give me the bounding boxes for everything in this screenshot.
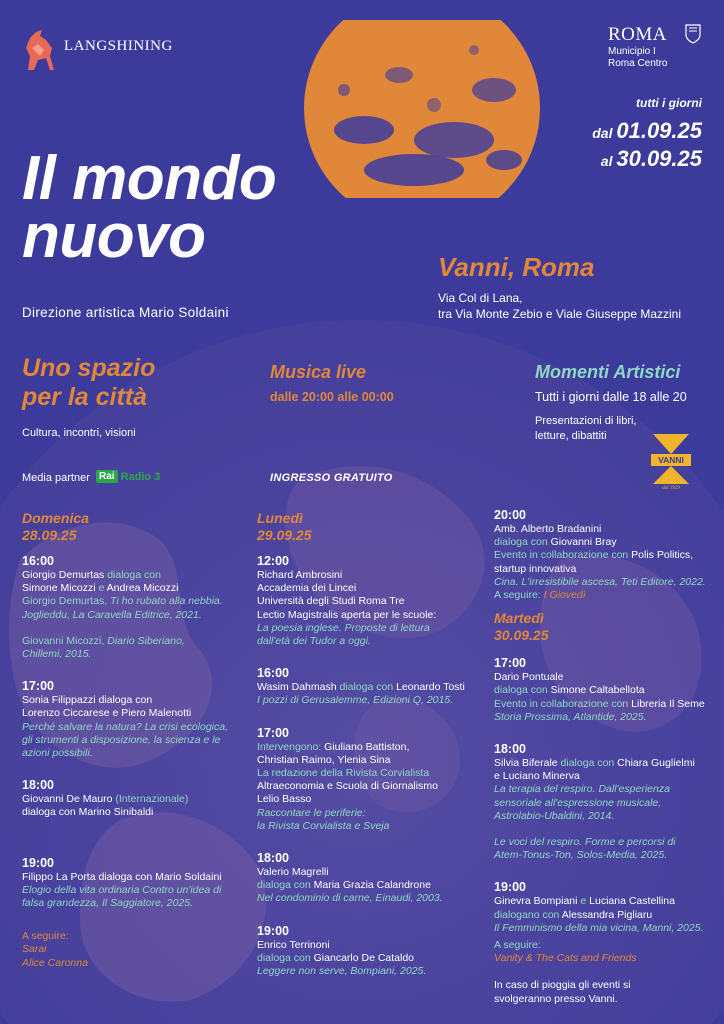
roma-sub-line: Municipio I (608, 46, 656, 57)
page-title (22, 144, 422, 271)
day-name: Martedì (494, 610, 544, 627)
event-text: Giovanni Micozzi, (22, 634, 108, 647)
book-title: la Rivista Corvialista e Sveja (257, 819, 390, 832)
book-title: Joglieddu, La Caravella Editrice, 2021. (22, 608, 202, 621)
event-time: 17:00 (22, 679, 54, 694)
book-title: Storia Prossima, Atlantide, 2025. (494, 710, 647, 723)
momenti-desc-line: letture, dibattiti (535, 430, 607, 442)
book-title: dall'età dei Tudor a oggi. (257, 635, 371, 648)
horse-logo-icon (22, 26, 58, 74)
speaker: Filippo La Porta (22, 870, 96, 883)
speaker: Simone Caltabellota (550, 684, 645, 697)
speaker: Andrea Micozzi (106, 582, 179, 595)
book-title: Il Femminismo della mia vicina, Manni, 2025. (494, 921, 704, 934)
title-line: nuovo (22, 202, 206, 271)
speaker: Leonardo Tosti (396, 681, 465, 694)
event-text: dialoga con (257, 879, 314, 892)
performer: I Giovedì (543, 589, 586, 602)
speaker: Wasim Dahmash (257, 681, 337, 694)
event-time: 20:00 (494, 508, 526, 522)
event-text: Evento in collaborazione con (494, 697, 632, 710)
day-name: Domenica (22, 510, 89, 526)
speaker: Christian Raimo, Ylenia Sina (257, 753, 391, 766)
speaker: Giuliano Battiston, (324, 740, 410, 753)
book-title: Leggere non serve, Bompiani, 2025. (257, 965, 427, 978)
roma-crest-icon (685, 24, 701, 44)
book-title: Ti ho rubato alla nebbia. (110, 595, 223, 608)
date-range (592, 96, 702, 174)
book-title: Chillemi, 2015. (22, 648, 92, 661)
musica-heading: Musica live (270, 362, 367, 382)
logo-text: LANGSHINING (64, 38, 173, 54)
artistic-direction: Direzione artistica Mario Soldaini (22, 305, 229, 320)
book-title: La terapia del respiro. Dall'esperienza (494, 783, 670, 796)
spazio-line: per la città (22, 383, 148, 411)
event-text: Accademia dei Lincei (257, 582, 357, 595)
musica-subtitle: dalle 20:00 alle 00:00 (270, 390, 394, 404)
day-date: 29.09.25 (257, 527, 312, 543)
roma-sub-line: Roma Centro (608, 58, 668, 69)
dal-label: dal (592, 125, 613, 141)
speaker: Enrico Terrinoni (257, 938, 330, 951)
event-time: 19:00 (257, 923, 289, 938)
venue-address-line: tra Via Monte Zebio e Viale Giuseppe Mazzini (438, 307, 682, 321)
event-text: e (577, 895, 590, 908)
speaker: Simone Micozzi (22, 582, 96, 595)
event-time: 12:00 (257, 554, 289, 568)
performer: Alice Caronna (22, 956, 88, 969)
spazio-heading (22, 354, 262, 412)
event-time: 18:00 (22, 778, 54, 793)
al-label: al (600, 153, 613, 169)
rai-radio3-logo (96, 470, 160, 483)
venue-address-line: Via Col di Lana, (438, 291, 523, 305)
book-title: Astrolabio-Ubaldini, 2014. (494, 809, 615, 822)
event-text: dialoga con (494, 536, 551, 549)
event-text: Università degli Studi Roma Tre (257, 595, 405, 608)
event-time: 19:00 (22, 855, 54, 870)
event-text: dialoga con (104, 569, 161, 581)
event-time: 17:00 (494, 656, 526, 671)
event-item (22, 778, 252, 819)
speaker: Richard Ambrosini (257, 569, 343, 581)
event-text: Polis Politics, (631, 549, 694, 562)
event-item (494, 880, 720, 965)
spazio-subtitle: Cultura, incontri, visioni (22, 427, 136, 439)
event-time: 16:00 (257, 666, 289, 681)
event-text: dialoga con (494, 684, 551, 697)
free-entry-label: INGRESSO GRATUITO (270, 472, 393, 484)
speaker: Chiara Guglielmi (617, 757, 695, 770)
book-title: falsa grandezza, Il Saggiatore, 2025. (22, 897, 194, 910)
book-title: Diario Siberiano, (107, 634, 185, 647)
event-text: Giorgio Demurtas, (22, 595, 111, 608)
venue-address (438, 290, 681, 322)
event-text: dialogano con (494, 908, 562, 921)
speaker: Giorgio Demurtas (22, 569, 105, 581)
a-seguire-label: A seguire: (494, 939, 541, 952)
book-title: I pozzi di Gerusalemme, Edizioni Q, 2015. (257, 694, 454, 707)
speaker: Valerio Magrelli (257, 866, 329, 879)
event-item (494, 742, 720, 862)
book-title: Le voci del respiro. Forme e percorsi di (494, 836, 676, 849)
event-item (257, 924, 489, 979)
radio3-logo: Radio 3 (120, 470, 161, 483)
momenti-desc-line: Presentazioni di libri, (535, 415, 637, 427)
title-line: Il mondo (22, 144, 277, 213)
media-partner-label: Media partner (22, 472, 90, 484)
program-column-monday (257, 510, 489, 996)
vanni-logo-text: VANNI (658, 455, 684, 465)
vanni-logo-year: dal 1929 (662, 486, 680, 490)
book-title: Atem-Tonus-Ton, Solos-Media, 2025. (494, 849, 668, 862)
book-title: Perché salvare la natura? La crisi ecologica, (22, 720, 229, 733)
date-to: 30.09.25 (616, 146, 702, 171)
program-column-sunday (22, 510, 252, 988)
speaker: Giovanni De Mauro (22, 793, 113, 806)
tutti-label: tutti i giorni (636, 96, 702, 110)
program-column-tuesday (494, 508, 720, 1006)
speaker: Ginevra Bompiani (494, 895, 578, 908)
momenti-heading: Momenti Artistici (535, 362, 681, 382)
event-item (22, 856, 252, 970)
event-text: Lectio Magistralis aperta per le scuole: (257, 608, 437, 621)
event-text: dialoga con (95, 694, 153, 707)
book-title: azioni possibili. (22, 747, 93, 760)
rain-note: svolgeranno presso Vanni. (494, 992, 618, 1005)
event-text: dialoga con (557, 757, 618, 770)
speaker: Luciana Castellina (589, 895, 675, 908)
day-date: 30.09.25 (494, 627, 549, 644)
speaker: Dario Pontuale (494, 671, 564, 684)
performer: Sarai (22, 943, 47, 956)
speaker: Amb. Alberto Bradanini (494, 523, 602, 535)
speaker: Sonia Filippazzi (22, 694, 96, 707)
event-item (22, 554, 252, 661)
event-item (22, 679, 252, 760)
speaker: e Luciano Minerva (494, 770, 580, 783)
event-item (494, 656, 720, 724)
day-date: 28.09.25 (22, 527, 77, 543)
venue-name: Vanni, Roma (438, 252, 595, 282)
event-text: startup innovativa (494, 562, 577, 575)
speaker: Alessandra Pigliaru (561, 908, 653, 921)
event-item (257, 554, 489, 648)
book-title: Elogio della vita ordinaria Contro un'idea di (22, 883, 222, 896)
speaker: Giovanni Bray (550, 536, 617, 549)
event-item (257, 666, 489, 707)
speaker: Marino Sinibaldi (78, 806, 154, 819)
vanni-logo (651, 432, 691, 490)
event-text: Altraeconomia e Scuola di Giornalismo (257, 780, 438, 793)
event-text: La redazione della Rivista Corvialista (257, 767, 430, 780)
performer: Vanity & The Cats and Friends (494, 952, 637, 965)
event-text: dialoga con (95, 870, 156, 883)
event-text: Intervengono: (257, 740, 325, 753)
day-name: Lunedì (257, 510, 303, 526)
book-title: Nel condominio di carne, Einaudi, 2003. (257, 892, 443, 905)
date-from: 01.09.25 (616, 118, 702, 143)
event-time: 17:00 (257, 725, 289, 740)
event-text: Libreria Il Seme (631, 697, 705, 710)
speaker: Silvia Biferale (494, 757, 558, 770)
speaker: Lorenzo Ciccarese e Piero Malenotti (22, 707, 192, 720)
a-seguire-label: A seguire: (22, 930, 69, 943)
spazio-line: Uno spazio (22, 354, 156, 382)
book-title: Cina. L'irresistibile ascesa, Teti Editore, 2022. (494, 575, 706, 588)
book-title: Raccontare le periferie: (257, 806, 366, 819)
event-time: 19:00 (494, 880, 526, 895)
event-text: Evento in collaborazione con (494, 549, 632, 562)
speaker: Mario Soldaini (155, 870, 222, 883)
event-text: e (95, 582, 107, 595)
book-title: La poesia inglese. Proposte di lettura (257, 621, 430, 634)
a-seguire-label: A seguire: (494, 589, 544, 602)
event-item (494, 508, 720, 602)
event-text: dialoga con (257, 951, 314, 964)
event-time: 18:00 (494, 742, 526, 757)
event-item (257, 726, 489, 833)
speaker: Maria Grazia Calandrone (313, 879, 431, 892)
book-title: gli strumenti a disposizione, la scienza e le (22, 733, 221, 746)
book-title: sensoriale all'espressione musicale, (494, 796, 662, 809)
roma-subtitle (608, 46, 698, 70)
event-text: (Internazionale) (112, 793, 189, 806)
momenti-subtitle: Tutti i giorni dalle 18 alle 20 (535, 390, 687, 404)
event-text: dialoga con (336, 681, 397, 694)
event-item (257, 851, 489, 906)
event-time: 16:00 (22, 554, 54, 568)
roma-title: ROMA (608, 24, 668, 45)
event-time: 18:00 (257, 851, 289, 866)
event-text: Lelio Basso (257, 793, 312, 806)
rain-note: In caso di pioggia gli eventi si (494, 979, 631, 992)
rai-logo: Rai (96, 470, 118, 483)
event-text: dialoga con (22, 806, 79, 819)
speaker: Giancarlo De Cataldo (313, 951, 415, 964)
